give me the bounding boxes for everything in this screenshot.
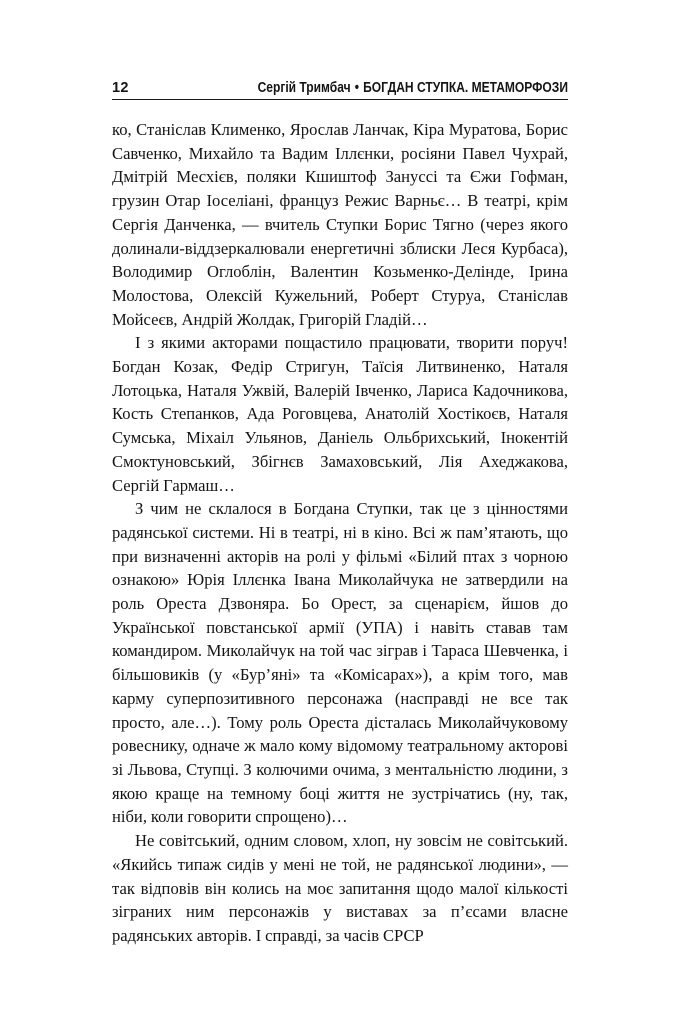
paragraph-continued: ко, Станіслав Клименко, Ярослав Ланчак, Кіра Муратова, Борис Савченко, Михайло та Вадим Іллєнки, росіяни Павел Чухрай, Дмітрій Месхієв, поляки Кшиштоф Зануссі та Єжи Гофман, грузин Отар Іоселіані, француз Режис Варньє… В театрі, крім Сергія Данченка, — вчитель Ступки Борис Тягно (через якого долинали-віддзеркалювали енергетичні зблиски Леся Курбаса), Володимир Оглоблін, Валентин Козьменко-Делінде, Ірина Молостова, Олексій Кужельний, Роберт Стуруа, Станіслав Мойсеєв, Андрій Жолдак, Григорій Гладій… (112, 120, 568, 329)
running-header (112, 79, 568, 97)
header-book-info (258, 79, 568, 97)
header-rule (112, 99, 568, 100)
paragraph: З чим не склалося в Богдана Ступки, так це з цінностями радянської системи. Ні в театрі, ні в кіно. Всі ж пам’ятають, що при визначенні акторів на ролі у фільмі «Білий птах з чорною ознакою» Юрія Іллєнка Івана Миколайчука не затвердили на роль Ореста Дзвоняра. Бо Орест, за сценарієм, йшов до Української повстанської армії (УПА) і навіть ставав там командиром. Миколайчук на той час зіграв і Тараса Шевченка, і більшовиків (у «Бур’яні» та «Комісарах»), а крім того, мав карму суперпозитивного персонажа (насправді не все так просто, але…). Тому роль Ореста дісталась Миколайчуковому ровеснику, одначе ж мало кому відомому театральному акторові зі Львова, Ступці. З колючими очима, з ментальністю людини, з якою краще на темному боці життя не зустрічатись (ну, так, ніби, коли говорити спрощено)… (112, 499, 568, 827)
header-author: Сергій Тримбач (257, 80, 351, 96)
body-text (112, 118, 568, 948)
page-number: 12 (112, 80, 129, 96)
header-separator: • (354, 80, 359, 96)
paragraph: Не совітський, одним словом, хлоп, ну зовсім не совітський. «Якийсь типаж сидів у мені не той, не радянської людини», — так відповів він колись на моє запитання щодо малої кількості зіграних ним персонажів у виставах за п’єсами власне радянських авторів. І справді, за часів СРСР (112, 831, 568, 945)
header-book-title: БОГДАН СТУПКА. МЕТАМОРФОЗИ (363, 80, 568, 96)
paragraph: І з якими акторами пощастило працювати, творити поруч! Богдан Козак, Федір Стригун, Таїсія Литвиненко, Наталя Лотоцька, Наталя Ужвій, Валерій Івченко, Лариса Кадочникова, Кость Степанков, Ада Роговцева, Анатолій Хостікоєв, Наталя Сумська, Міхаіл Ульянов, Даніель Ольбрихський, Інокентій Смоктуновський, Збігнєв Замаховський, Лія Ахеджакова, Сергій Гармаш… (112, 333, 568, 495)
